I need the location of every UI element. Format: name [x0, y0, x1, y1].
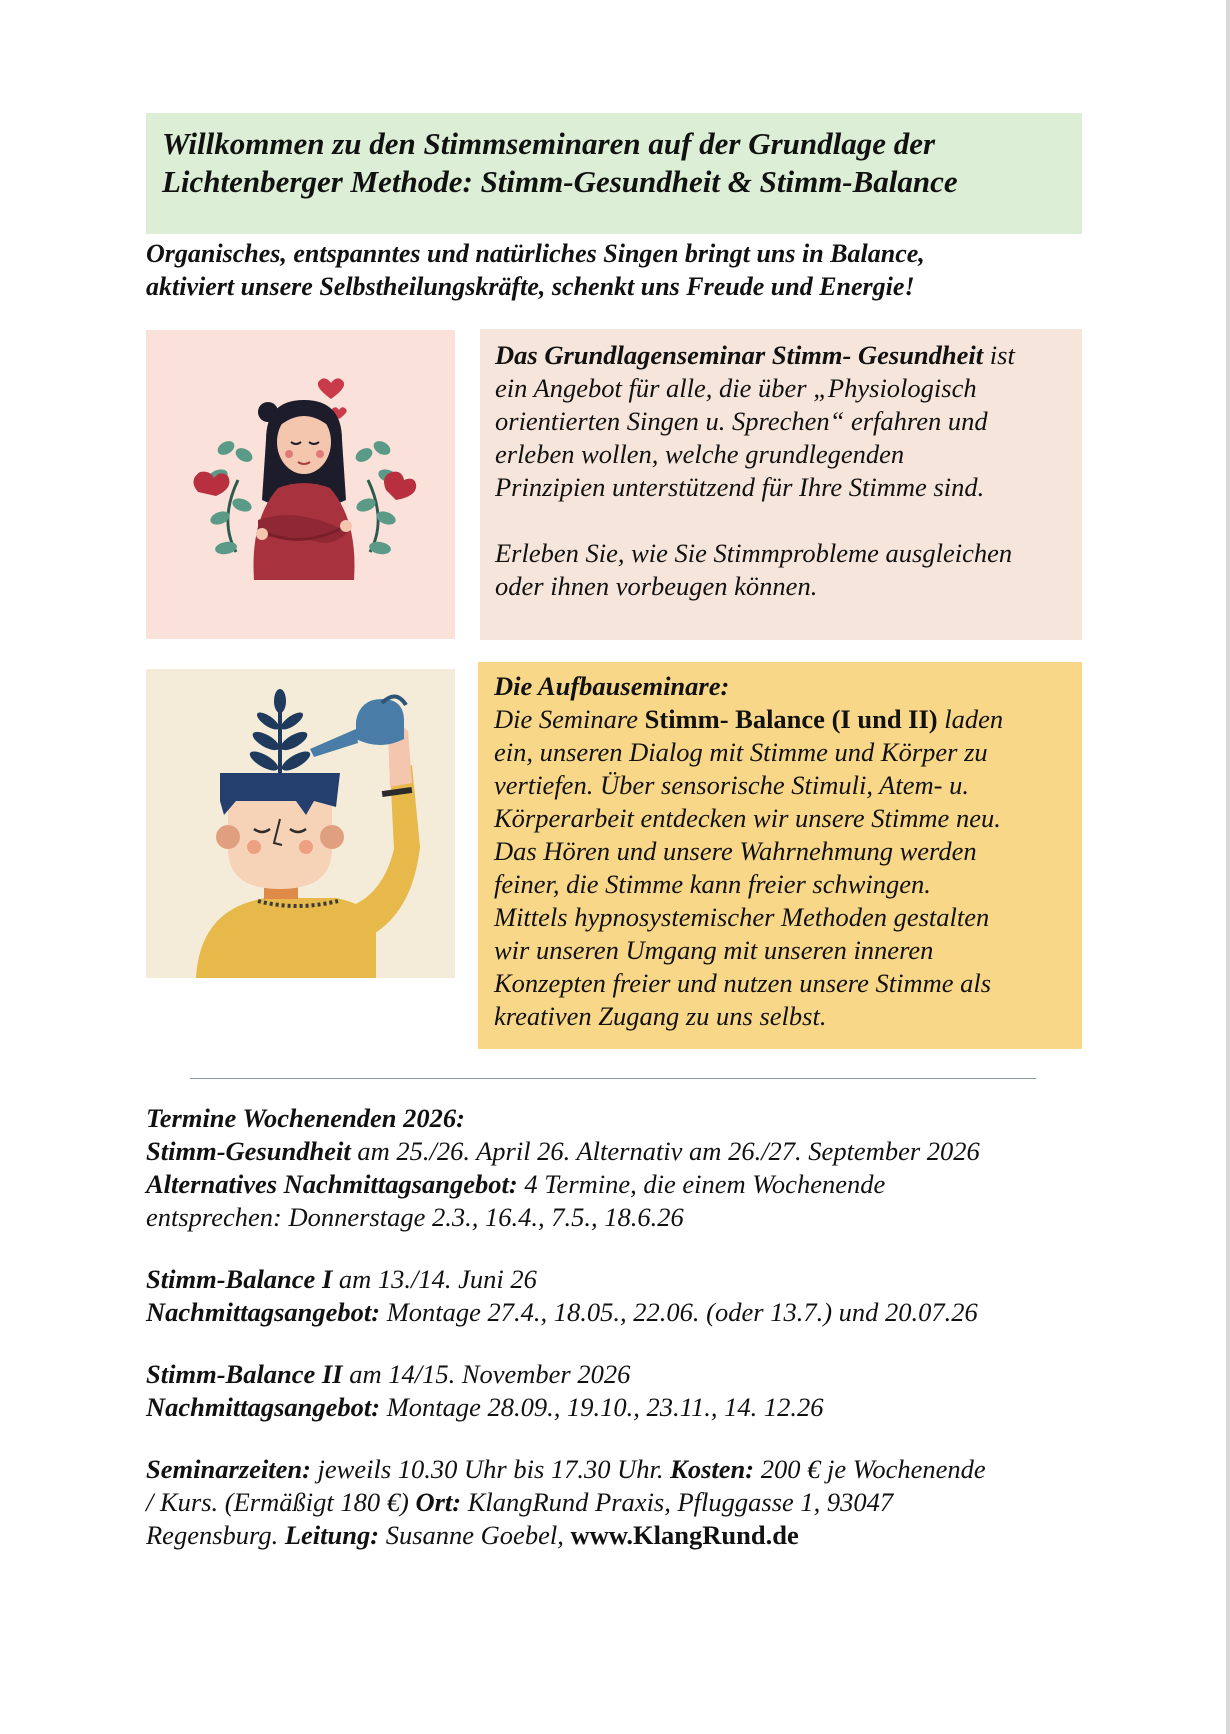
alt-nachmittag-dates-cont: entsprechen: Donnerstage 2.3., 16.4., 7.5., 18.6.26 [146, 1202, 684, 1232]
termine-section [146, 1102, 1086, 1552]
tagline-line-2: aktiviert unsere Selbstheilungskräfte, schenkt uns Freude und Energie! [146, 272, 915, 301]
aufbau-line-10: kreativen Zugang zu uns selbst. [494, 1001, 827, 1031]
info-line-2: / Kurs. (Ermäßigt 180 €) Ort: KlangRund Praxis, Pfluggasse 1, 93047 [146, 1487, 894, 1517]
section-divider [190, 1078, 1036, 1079]
balance-2-nachmittag: Nachmittagsangebot: Montage 28.09., 19.10., 23.11., 14. 12.26 [146, 1392, 824, 1422]
aufbau-line-3: vertiefen. Über sensorische Stimuli, Atem- u. [494, 770, 969, 800]
woman-hugging-icon [146, 330, 455, 639]
self-hug-illustration [146, 330, 455, 639]
title-line-2: Lichtenberger Methode: Stimm-Gesundheit & Stimm-Balance [162, 164, 958, 199]
aufbau-line-7: Mittels hypnosystemischer Methoden gestalten [494, 902, 990, 932]
balance-2-dates: Stimm-Balance II am 14/15. November 2026 [146, 1359, 631, 1389]
title-line-1: Willkommen zu den Stimmseminaren auf der Grundlage der [162, 126, 936, 161]
watering-head-icon [146, 669, 455, 978]
aufbau-line-2: ein, unseren Dialog mit Stimme und Körper zu [494, 737, 988, 767]
aufbau-line-5: Das Hören und unsere Wahrnehmung werden [494, 836, 977, 866]
aufbau-heading: Die Aufbauseminare: [494, 671, 730, 701]
tagline [146, 237, 1086, 303]
grundlagen-line-5: Prinzipien unterstützend für Ihre Stimme sind. [495, 472, 985, 502]
plant-growth-illustration [146, 669, 455, 978]
grundlagen-line-6: Erleben Sie, wie Sie Stimmprobleme ausgleichen [495, 538, 1013, 568]
grundlagen-line-2: ein Angebot für alle, die über „Physiologisch [495, 373, 977, 403]
aufbau-line-4: Körperarbeit entdecken wir unsere Stimme neu. [494, 803, 1001, 833]
gesundheit-dates: Stimm-Gesundheit am 25./26. April 26. Alternativ am 26./27. September 2026 [146, 1136, 980, 1166]
aufbau-seminar-box [478, 662, 1082, 1049]
stimm-balance-label: Stimm- Balance (I und II) [644, 704, 938, 734]
aufbau-line-9: Konzepten freier und nutzen unsere Stimme als [494, 968, 992, 998]
page-edge [1226, 0, 1230, 1734]
info-line-3: Regensburg. Leitung: Susanne Goebel, www.KlangRund.de [146, 1520, 799, 1550]
grundlagen-line-1: Das Grundlagenseminar Stimm- Gesundheit ist [495, 340, 1015, 370]
aufbau-line-1: Die Seminare Stimm- Balance (I und II) laden [494, 704, 1004, 734]
info-line-1: Seminarzeiten: jeweils 10.30 Uhr bis 17.30 Uhr. Kosten: 200 € je Wochenende [146, 1454, 986, 1484]
website-link[interactable]: www.KlangRund.de [570, 1520, 799, 1550]
grundlagen-line-7: oder ihnen vorbeugen können. [495, 571, 818, 601]
termine-heading: Termine Wochenenden 2026: [146, 1103, 465, 1133]
aufbau-line-6: feiner, die Stimme kann freier schwingen. [494, 869, 931, 899]
grundlagen-title: Das Grundlagenseminar Stimm- Gesundheit [495, 340, 984, 370]
grundlagen-seminar-box [480, 329, 1082, 640]
balance-1-dates: Stimm-Balance I am 13./14. Juni 26 [146, 1264, 537, 1294]
balance-1-nachmittag: Nachmittagsangebot: Montage 27.4., 18.05., 22.06. (oder 13.7.) und 20.07.26 [146, 1297, 978, 1327]
title-banner [146, 113, 1082, 234]
tagline-line-1: Organisches, entspanntes und natürliches Singen bringt uns in Balance, [146, 239, 925, 268]
alt-nachmittag-dates: Alternatives Nachmittagsangebot: 4 Termine, die einem Wochenende [146, 1169, 886, 1199]
aufbau-line-8: wir unseren Umgang mit unseren inneren [494, 935, 934, 965]
grundlagen-line-4: erleben wollen, welche grundlegenden [495, 439, 905, 469]
grundlagen-line-3: orientierten Singen u. Sprechen“ erfahren und [495, 406, 988, 436]
